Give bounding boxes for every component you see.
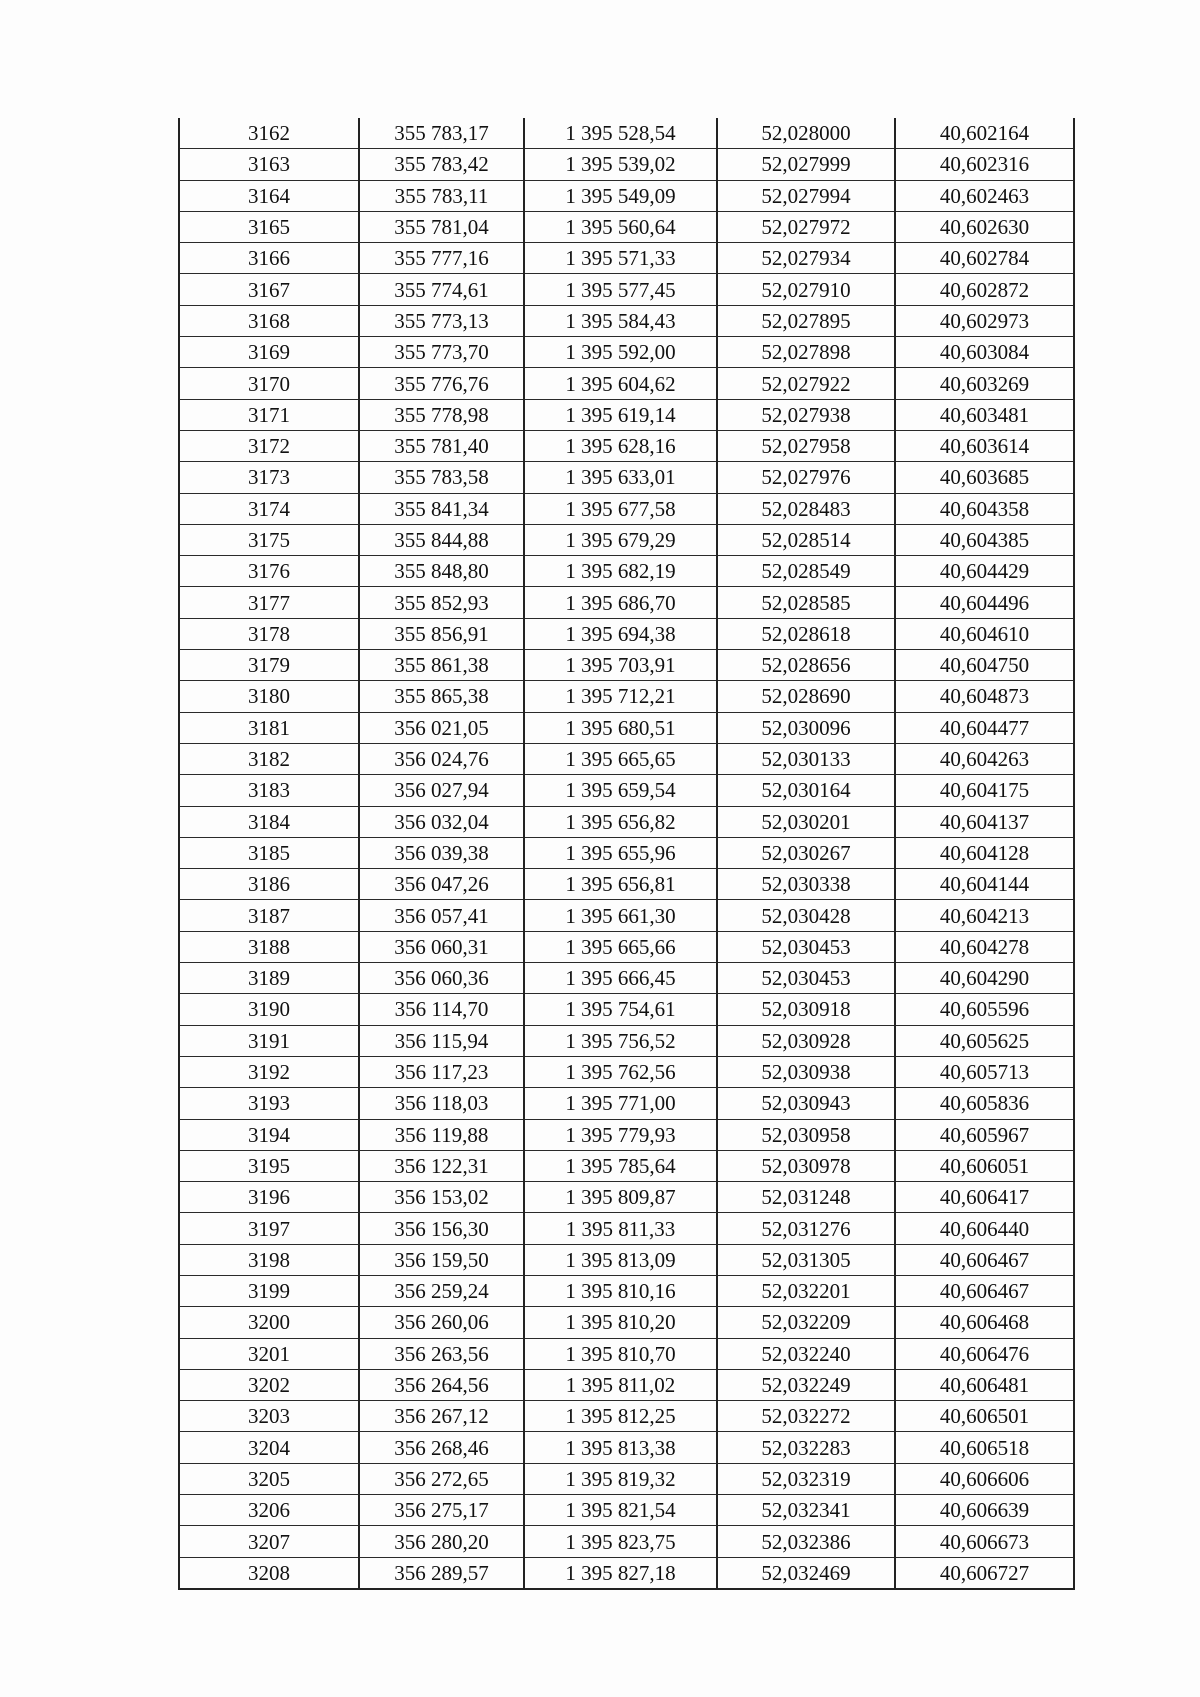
point-number-cell: 3207 xyxy=(179,1526,359,1557)
x-coordinate-cell: 356 259,24 xyxy=(359,1275,524,1306)
x-coordinate-cell: 356 268,46 xyxy=(359,1432,524,1463)
x-coordinate-cell: 356 024,76 xyxy=(359,743,524,774)
latitude-cell: 52,028000 xyxy=(717,118,895,149)
table-row xyxy=(179,1244,1074,1275)
longitude-cell: 40,604278 xyxy=(895,931,1074,962)
point-number-cell: 3170 xyxy=(179,368,359,399)
table-row xyxy=(179,1557,1074,1589)
y-coordinate-cell: 1 395 823,75 xyxy=(524,1526,717,1557)
latitude-cell: 52,032201 xyxy=(717,1275,895,1306)
y-coordinate-cell: 1 395 655,96 xyxy=(524,837,717,868)
longitude-cell: 40,604496 xyxy=(895,587,1074,618)
y-coordinate-cell: 1 395 659,54 xyxy=(524,775,717,806)
longitude-cell: 40,606417 xyxy=(895,1182,1074,1213)
x-coordinate-cell: 356 260,06 xyxy=(359,1307,524,1338)
table-row xyxy=(179,1401,1074,1432)
x-coordinate-cell: 356 057,41 xyxy=(359,900,524,931)
point-number-cell: 3194 xyxy=(179,1119,359,1150)
point-number-cell: 3174 xyxy=(179,493,359,524)
latitude-cell: 52,032240 xyxy=(717,1338,895,1369)
latitude-cell: 52,031305 xyxy=(717,1244,895,1275)
latitude-cell: 52,028549 xyxy=(717,556,895,587)
point-number-cell: 3198 xyxy=(179,1244,359,1275)
longitude-cell: 40,604213 xyxy=(895,900,1074,931)
point-number-cell: 3195 xyxy=(179,1150,359,1181)
latitude-cell: 52,027938 xyxy=(717,399,895,430)
x-coordinate-cell: 355 844,88 xyxy=(359,524,524,555)
longitude-cell: 40,604610 xyxy=(895,618,1074,649)
latitude-cell: 52,027910 xyxy=(717,274,895,305)
x-coordinate-cell: 356 021,05 xyxy=(359,712,524,743)
table-row xyxy=(179,1119,1074,1150)
table-row xyxy=(179,1088,1074,1119)
latitude-cell: 52,031248 xyxy=(717,1182,895,1213)
longitude-cell: 40,602973 xyxy=(895,305,1074,336)
y-coordinate-cell: 1 395 809,87 xyxy=(524,1182,717,1213)
table-row xyxy=(179,118,1074,149)
table-row xyxy=(179,712,1074,743)
latitude-cell: 52,028585 xyxy=(717,587,895,618)
point-number-cell: 3181 xyxy=(179,712,359,743)
latitude-cell: 52,027922 xyxy=(717,368,895,399)
point-number-cell: 3177 xyxy=(179,587,359,618)
y-coordinate-cell: 1 395 703,91 xyxy=(524,650,717,681)
table-row xyxy=(179,430,1074,461)
table-row xyxy=(179,462,1074,493)
longitude-cell: 40,602784 xyxy=(895,243,1074,274)
point-number-cell: 3167 xyxy=(179,274,359,305)
point-number-cell: 3183 xyxy=(179,775,359,806)
table-row xyxy=(179,806,1074,837)
table-row xyxy=(179,305,1074,336)
x-coordinate-cell: 356 159,50 xyxy=(359,1244,524,1275)
latitude-cell: 52,030096 xyxy=(717,712,895,743)
point-number-cell: 3163 xyxy=(179,149,359,180)
longitude-cell: 40,606440 xyxy=(895,1213,1074,1244)
longitude-cell: 40,602164 xyxy=(895,118,1074,149)
y-coordinate-cell: 1 395 592,00 xyxy=(524,337,717,368)
y-coordinate-cell: 1 395 584,43 xyxy=(524,305,717,336)
x-coordinate-cell: 355 865,38 xyxy=(359,681,524,712)
point-number-cell: 3203 xyxy=(179,1401,359,1432)
point-number-cell: 3193 xyxy=(179,1088,359,1119)
x-coordinate-cell: 356 272,65 xyxy=(359,1463,524,1494)
table-row xyxy=(179,556,1074,587)
latitude-cell: 52,032249 xyxy=(717,1369,895,1400)
longitude-cell: 40,605596 xyxy=(895,994,1074,1025)
longitude-cell: 40,606673 xyxy=(895,1526,1074,1557)
latitude-cell: 52,032272 xyxy=(717,1401,895,1432)
longitude-cell: 40,603481 xyxy=(895,399,1074,430)
latitude-cell: 52,028483 xyxy=(717,493,895,524)
point-number-cell: 3166 xyxy=(179,243,359,274)
point-number-cell: 3189 xyxy=(179,963,359,994)
latitude-cell: 52,027895 xyxy=(717,305,895,336)
x-coordinate-cell: 355 773,13 xyxy=(359,305,524,336)
point-number-cell: 3185 xyxy=(179,837,359,868)
longitude-cell: 40,602463 xyxy=(895,180,1074,211)
latitude-cell: 52,027898 xyxy=(717,337,895,368)
y-coordinate-cell: 1 395 754,61 xyxy=(524,994,717,1025)
longitude-cell: 40,604477 xyxy=(895,712,1074,743)
longitude-cell: 40,606518 xyxy=(895,1432,1074,1463)
y-coordinate-cell: 1 395 633,01 xyxy=(524,462,717,493)
point-number-cell: 3206 xyxy=(179,1495,359,1526)
point-number-cell: 3173 xyxy=(179,462,359,493)
y-coordinate-cell: 1 395 577,45 xyxy=(524,274,717,305)
point-number-cell: 3188 xyxy=(179,931,359,962)
y-coordinate-cell: 1 395 665,66 xyxy=(524,931,717,962)
table-row xyxy=(179,1369,1074,1400)
latitude-cell: 52,027934 xyxy=(717,243,895,274)
x-coordinate-cell: 356 263,56 xyxy=(359,1338,524,1369)
y-coordinate-cell: 1 395 819,32 xyxy=(524,1463,717,1494)
latitude-cell: 52,028656 xyxy=(717,650,895,681)
point-number-cell: 3208 xyxy=(179,1557,359,1589)
y-coordinate-cell: 1 395 812,25 xyxy=(524,1401,717,1432)
y-coordinate-cell: 1 395 813,09 xyxy=(524,1244,717,1275)
point-number-cell: 3184 xyxy=(179,806,359,837)
y-coordinate-cell: 1 395 756,52 xyxy=(524,1025,717,1056)
y-coordinate-cell: 1 395 680,51 xyxy=(524,712,717,743)
x-coordinate-cell: 356 153,02 xyxy=(359,1182,524,1213)
table-row xyxy=(179,931,1074,962)
point-number-cell: 3204 xyxy=(179,1432,359,1463)
point-number-cell: 3169 xyxy=(179,337,359,368)
table-row xyxy=(179,149,1074,180)
table-row xyxy=(179,180,1074,211)
table-row xyxy=(179,524,1074,555)
table-row xyxy=(179,1275,1074,1306)
y-coordinate-cell: 1 395 694,38 xyxy=(524,618,717,649)
latitude-cell: 52,027994 xyxy=(717,180,895,211)
x-coordinate-cell: 356 118,03 xyxy=(359,1088,524,1119)
point-number-cell: 3191 xyxy=(179,1025,359,1056)
x-coordinate-cell: 356 275,17 xyxy=(359,1495,524,1526)
longitude-cell: 40,606727 xyxy=(895,1557,1074,1589)
longitude-cell: 40,603685 xyxy=(895,462,1074,493)
point-number-cell: 3196 xyxy=(179,1182,359,1213)
x-coordinate-cell: 355 841,34 xyxy=(359,493,524,524)
coordinates-table-body xyxy=(179,118,1074,1589)
longitude-cell: 40,604873 xyxy=(895,681,1074,712)
latitude-cell: 52,030453 xyxy=(717,931,895,962)
x-coordinate-cell: 355 781,40 xyxy=(359,430,524,461)
latitude-cell: 52,032209 xyxy=(717,1307,895,1338)
table-row xyxy=(179,681,1074,712)
table-row xyxy=(179,1213,1074,1244)
longitude-cell: 40,604290 xyxy=(895,963,1074,994)
point-number-cell: 3165 xyxy=(179,211,359,242)
latitude-cell: 52,030453 xyxy=(717,963,895,994)
point-number-cell: 3186 xyxy=(179,869,359,900)
x-coordinate-cell: 355 778,98 xyxy=(359,399,524,430)
latitude-cell: 52,032469 xyxy=(717,1557,895,1589)
longitude-cell: 40,604137 xyxy=(895,806,1074,837)
latitude-cell: 52,027958 xyxy=(717,430,895,461)
longitude-cell: 40,602630 xyxy=(895,211,1074,242)
point-number-cell: 3162 xyxy=(179,118,359,149)
table-row xyxy=(179,900,1074,931)
point-number-cell: 3180 xyxy=(179,681,359,712)
point-number-cell: 3179 xyxy=(179,650,359,681)
longitude-cell: 40,603614 xyxy=(895,430,1074,461)
latitude-cell: 52,030918 xyxy=(717,994,895,1025)
x-coordinate-cell: 356 267,12 xyxy=(359,1401,524,1432)
y-coordinate-cell: 1 395 785,64 xyxy=(524,1150,717,1181)
x-coordinate-cell: 355 856,91 xyxy=(359,618,524,649)
x-coordinate-cell: 356 122,31 xyxy=(359,1150,524,1181)
longitude-cell: 40,603084 xyxy=(895,337,1074,368)
table-row xyxy=(179,618,1074,649)
y-coordinate-cell: 1 395 811,33 xyxy=(524,1213,717,1244)
table-row xyxy=(179,493,1074,524)
point-number-cell: 3172 xyxy=(179,430,359,461)
longitude-cell: 40,604144 xyxy=(895,869,1074,900)
x-coordinate-cell: 356 032,04 xyxy=(359,806,524,837)
latitude-cell: 52,032283 xyxy=(717,1432,895,1463)
y-coordinate-cell: 1 395 771,00 xyxy=(524,1088,717,1119)
y-coordinate-cell: 1 395 762,56 xyxy=(524,1056,717,1087)
x-coordinate-cell: 356 060,31 xyxy=(359,931,524,962)
longitude-cell: 40,606051 xyxy=(895,1150,1074,1181)
latitude-cell: 52,030133 xyxy=(717,743,895,774)
point-number-cell: 3175 xyxy=(179,524,359,555)
y-coordinate-cell: 1 395 810,70 xyxy=(524,1338,717,1369)
x-coordinate-cell: 355 773,70 xyxy=(359,337,524,368)
y-coordinate-cell: 1 395 656,82 xyxy=(524,806,717,837)
table-row xyxy=(179,337,1074,368)
latitude-cell: 52,030938 xyxy=(717,1056,895,1087)
latitude-cell: 52,032341 xyxy=(717,1495,895,1526)
table-row xyxy=(179,1150,1074,1181)
point-number-cell: 3200 xyxy=(179,1307,359,1338)
table-row xyxy=(179,368,1074,399)
longitude-cell: 40,604385 xyxy=(895,524,1074,555)
point-number-cell: 3178 xyxy=(179,618,359,649)
table-row xyxy=(179,743,1074,774)
x-coordinate-cell: 356 117,23 xyxy=(359,1056,524,1087)
point-number-cell: 3182 xyxy=(179,743,359,774)
longitude-cell: 40,606467 xyxy=(895,1244,1074,1275)
point-number-cell: 3168 xyxy=(179,305,359,336)
longitude-cell: 40,606606 xyxy=(895,1463,1074,1494)
longitude-cell: 40,604429 xyxy=(895,556,1074,587)
longitude-cell: 40,603269 xyxy=(895,368,1074,399)
longitude-cell: 40,604175 xyxy=(895,775,1074,806)
longitude-cell: 40,604750 xyxy=(895,650,1074,681)
x-coordinate-cell: 356 060,36 xyxy=(359,963,524,994)
table-row xyxy=(179,399,1074,430)
table-row xyxy=(179,211,1074,242)
y-coordinate-cell: 1 395 604,62 xyxy=(524,368,717,399)
x-coordinate-cell: 355 783,11 xyxy=(359,180,524,211)
table-row xyxy=(179,1495,1074,1526)
table-row xyxy=(179,1025,1074,1056)
latitude-cell: 52,030201 xyxy=(717,806,895,837)
longitude-cell: 40,605713 xyxy=(895,1056,1074,1087)
table-row xyxy=(179,1463,1074,1494)
x-coordinate-cell: 356 039,38 xyxy=(359,837,524,868)
x-coordinate-cell: 355 783,58 xyxy=(359,462,524,493)
table-row xyxy=(179,775,1074,806)
y-coordinate-cell: 1 395 666,45 xyxy=(524,963,717,994)
x-coordinate-cell: 355 774,61 xyxy=(359,274,524,305)
y-coordinate-cell: 1 395 827,18 xyxy=(524,1557,717,1589)
table-row xyxy=(179,1182,1074,1213)
point-number-cell: 3187 xyxy=(179,900,359,931)
y-coordinate-cell: 1 395 682,19 xyxy=(524,556,717,587)
table-row xyxy=(179,1432,1074,1463)
point-number-cell: 3190 xyxy=(179,994,359,1025)
y-coordinate-cell: 1 395 571,33 xyxy=(524,243,717,274)
x-coordinate-cell: 356 280,20 xyxy=(359,1526,524,1557)
longitude-cell: 40,606467 xyxy=(895,1275,1074,1306)
latitude-cell: 52,030978 xyxy=(717,1150,895,1181)
coordinates-table xyxy=(178,118,1075,1590)
y-coordinate-cell: 1 395 619,14 xyxy=(524,399,717,430)
y-coordinate-cell: 1 395 813,38 xyxy=(524,1432,717,1463)
y-coordinate-cell: 1 395 665,65 xyxy=(524,743,717,774)
latitude-cell: 52,030928 xyxy=(717,1025,895,1056)
longitude-cell: 40,606468 xyxy=(895,1307,1074,1338)
longitude-cell: 40,604358 xyxy=(895,493,1074,524)
y-coordinate-cell: 1 395 656,81 xyxy=(524,869,717,900)
table-row xyxy=(179,1307,1074,1338)
y-coordinate-cell: 1 395 810,20 xyxy=(524,1307,717,1338)
longitude-cell: 40,606639 xyxy=(895,1495,1074,1526)
table-row xyxy=(179,1338,1074,1369)
x-coordinate-cell: 355 783,42 xyxy=(359,149,524,180)
x-coordinate-cell: 356 114,70 xyxy=(359,994,524,1025)
point-number-cell: 3201 xyxy=(179,1338,359,1369)
y-coordinate-cell: 1 395 539,02 xyxy=(524,149,717,180)
x-coordinate-cell: 355 777,16 xyxy=(359,243,524,274)
latitude-cell: 52,028690 xyxy=(717,681,895,712)
longitude-cell: 40,606476 xyxy=(895,1338,1074,1369)
table-row xyxy=(179,587,1074,618)
point-number-cell: 3164 xyxy=(179,180,359,211)
latitude-cell: 52,030958 xyxy=(717,1119,895,1150)
y-coordinate-cell: 1 395 528,54 xyxy=(524,118,717,149)
x-coordinate-cell: 356 119,88 xyxy=(359,1119,524,1150)
y-coordinate-cell: 1 395 560,64 xyxy=(524,211,717,242)
table-row xyxy=(179,1056,1074,1087)
point-number-cell: 3176 xyxy=(179,556,359,587)
y-coordinate-cell: 1 395 821,54 xyxy=(524,1495,717,1526)
latitude-cell: 52,027972 xyxy=(717,211,895,242)
latitude-cell: 52,027999 xyxy=(717,149,895,180)
table-row xyxy=(179,650,1074,681)
table-row xyxy=(179,869,1074,900)
longitude-cell: 40,604263 xyxy=(895,743,1074,774)
x-coordinate-cell: 356 289,57 xyxy=(359,1557,524,1589)
x-coordinate-cell: 355 852,93 xyxy=(359,587,524,618)
table-row xyxy=(179,1526,1074,1557)
y-coordinate-cell: 1 395 661,30 xyxy=(524,900,717,931)
y-coordinate-cell: 1 395 810,16 xyxy=(524,1275,717,1306)
longitude-cell: 40,605967 xyxy=(895,1119,1074,1150)
longitude-cell: 40,602316 xyxy=(895,149,1074,180)
latitude-cell: 52,030943 xyxy=(717,1088,895,1119)
longitude-cell: 40,606501 xyxy=(895,1401,1074,1432)
longitude-cell: 40,605836 xyxy=(895,1088,1074,1119)
y-coordinate-cell: 1 395 677,58 xyxy=(524,493,717,524)
point-number-cell: 3202 xyxy=(179,1369,359,1400)
x-coordinate-cell: 355 861,38 xyxy=(359,650,524,681)
y-coordinate-cell: 1 395 679,29 xyxy=(524,524,717,555)
y-coordinate-cell: 1 395 628,16 xyxy=(524,430,717,461)
latitude-cell: 52,030164 xyxy=(717,775,895,806)
latitude-cell: 52,032319 xyxy=(717,1463,895,1494)
latitude-cell: 52,028514 xyxy=(717,524,895,555)
longitude-cell: 40,602872 xyxy=(895,274,1074,305)
longitude-cell: 40,605625 xyxy=(895,1025,1074,1056)
table-row xyxy=(179,243,1074,274)
table-row xyxy=(179,274,1074,305)
latitude-cell: 52,030338 xyxy=(717,869,895,900)
longitude-cell: 40,606481 xyxy=(895,1369,1074,1400)
point-number-cell: 3205 xyxy=(179,1463,359,1494)
longitude-cell: 40,604128 xyxy=(895,837,1074,868)
x-coordinate-cell: 355 848,80 xyxy=(359,556,524,587)
latitude-cell: 52,031276 xyxy=(717,1213,895,1244)
point-number-cell: 3197 xyxy=(179,1213,359,1244)
latitude-cell: 52,030267 xyxy=(717,837,895,868)
point-number-cell: 3199 xyxy=(179,1275,359,1306)
x-coordinate-cell: 355 776,76 xyxy=(359,368,524,399)
latitude-cell: 52,028618 xyxy=(717,618,895,649)
table-row xyxy=(179,994,1074,1025)
latitude-cell: 52,030428 xyxy=(717,900,895,931)
x-coordinate-cell: 355 783,17 xyxy=(359,118,524,149)
point-number-cell: 3192 xyxy=(179,1056,359,1087)
latitude-cell: 52,032386 xyxy=(717,1526,895,1557)
x-coordinate-cell: 356 115,94 xyxy=(359,1025,524,1056)
latitude-cell: 52,027976 xyxy=(717,462,895,493)
y-coordinate-cell: 1 395 686,70 xyxy=(524,587,717,618)
table-row xyxy=(179,963,1074,994)
y-coordinate-cell: 1 395 779,93 xyxy=(524,1119,717,1150)
y-coordinate-cell: 1 395 811,02 xyxy=(524,1369,717,1400)
x-coordinate-cell: 356 156,30 xyxy=(359,1213,524,1244)
table-row xyxy=(179,837,1074,868)
x-coordinate-cell: 356 027,94 xyxy=(359,775,524,806)
point-number-cell: 3171 xyxy=(179,399,359,430)
x-coordinate-cell: 356 264,56 xyxy=(359,1369,524,1400)
y-coordinate-cell: 1 395 549,09 xyxy=(524,180,717,211)
x-coordinate-cell: 355 781,04 xyxy=(359,211,524,242)
x-coordinate-cell: 356 047,26 xyxy=(359,869,524,900)
y-coordinate-cell: 1 395 712,21 xyxy=(524,681,717,712)
